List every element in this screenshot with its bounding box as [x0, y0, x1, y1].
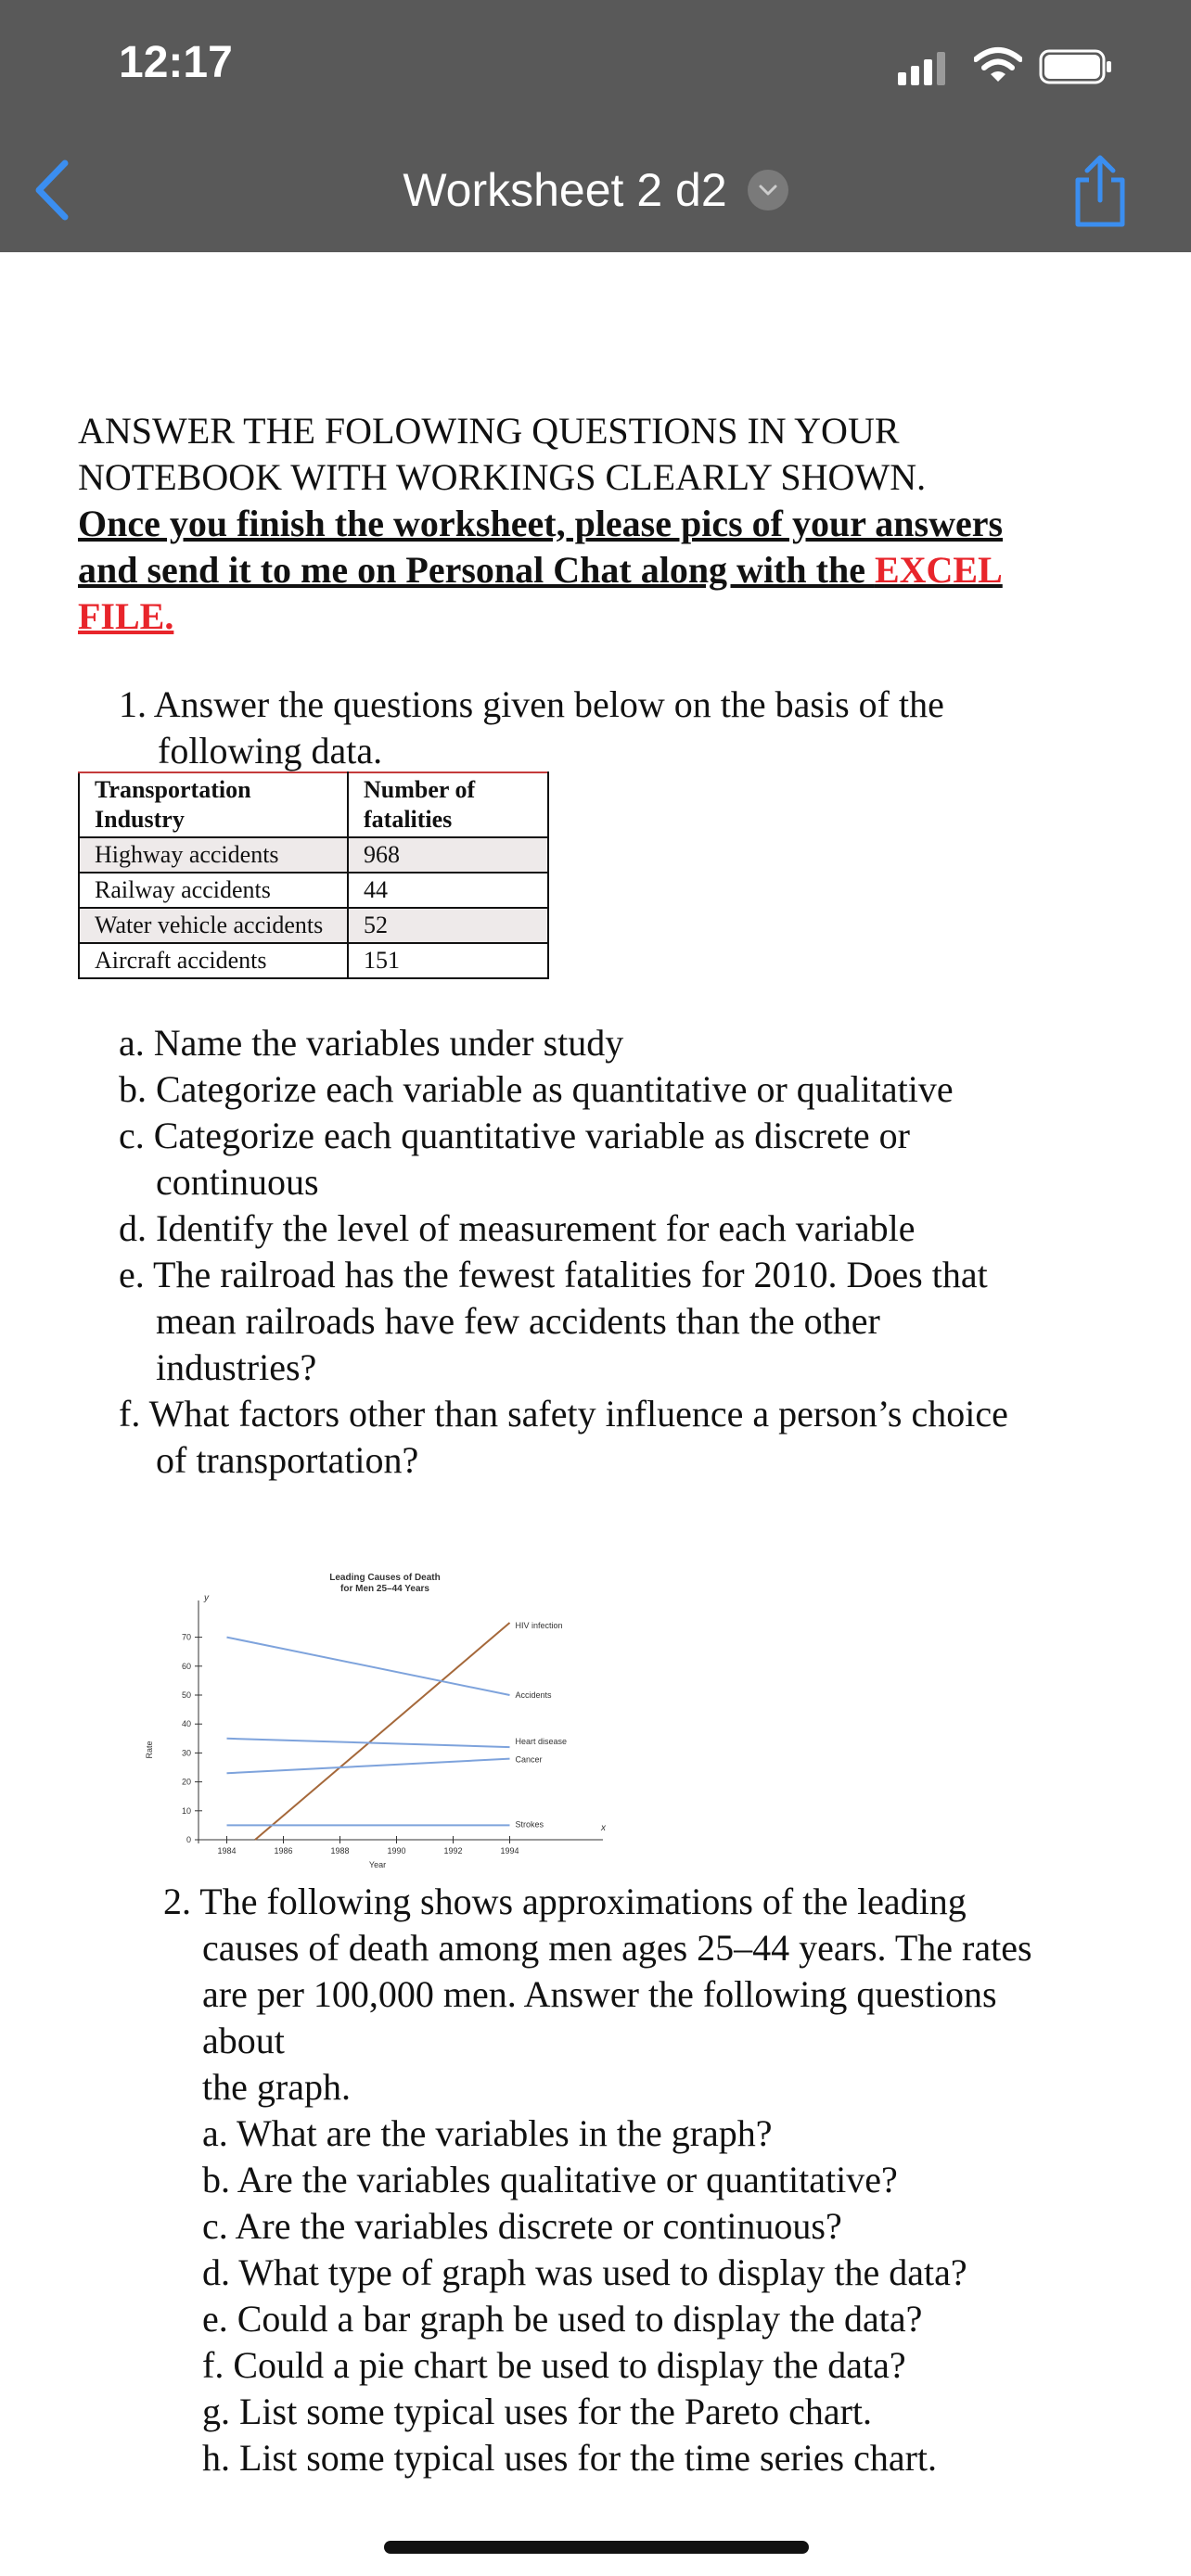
question-part: continuous: [156, 1161, 319, 1203]
question-part: e. The railroad has the fewest fatalities for 2010. Does that: [119, 1254, 988, 1295]
y-tick-label: 60: [181, 1661, 191, 1671]
x-tick-label: 1990: [387, 1846, 406, 1855]
y-tick-label: 10: [181, 1805, 191, 1816]
question-text: 1. Answer the questions given below on the basis of the: [119, 683, 944, 725]
y-axis-label: Rate: [145, 1741, 154, 1759]
table-cell: 52: [348, 908, 548, 943]
series-label: Cancer: [515, 1754, 543, 1765]
series-label: Accidents: [515, 1690, 552, 1700]
table-row: [79, 837, 548, 873]
series-line: [227, 1759, 510, 1774]
y-tick-label: 30: [181, 1748, 191, 1758]
question-part: mean railroads have few accidents than the other: [156, 1300, 880, 1342]
share-icon[interactable]: [1070, 154, 1130, 228]
x-tick-label: 1984: [217, 1846, 237, 1855]
question-text: causes of death among men ages 25–44 years. The rates: [202, 1927, 1032, 1969]
table-cell: Highway accidents: [79, 837, 348, 873]
question-part: e. Could a bar graph be used to display the data?: [202, 2298, 923, 2340]
table-cell: 151: [348, 943, 548, 978]
question-part: g. List some typical uses for the Pareto chart.: [202, 2391, 873, 2432]
table-cell: 968: [348, 837, 548, 873]
table-header-row: [79, 772, 548, 837]
instruction-line: NOTEBOOK WITH WORKINGS CLEARLY SHOWN.: [78, 456, 927, 498]
series-line: [227, 1739, 510, 1747]
question-text: the graph.: [202, 2066, 351, 2108]
document-title: Worksheet 2 d2: [403, 164, 727, 216]
cellular-signal-icon: [898, 52, 946, 85]
home-indicator[interactable]: [384, 2541, 809, 2554]
y-tick-label: 40: [181, 1719, 191, 1729]
fatalities-table: [78, 772, 549, 979]
top-bar: [0, 0, 1191, 252]
question-part: a. Name the variables under study: [119, 1022, 624, 1064]
question-text: are per 100,000 men. Answer the following questions: [202, 1973, 997, 2015]
table-row: [79, 943, 548, 978]
chart-title: for Men 25–44 Years: [340, 1584, 429, 1594]
chart-title: Leading Causes of Death: [329, 1573, 441, 1583]
question-text: about: [202, 2020, 285, 2061]
question-part: industries?: [156, 1346, 317, 1388]
instruction-line: ANSWER THE FOLOWING QUESTIONS IN YOUR: [78, 410, 900, 452]
question-part: of transportation?: [156, 1439, 419, 1481]
y-axis-letter: y: [204, 1593, 209, 1603]
table-cell: Water vehicle accidents: [79, 908, 348, 943]
question-part: b. Are the variables qualitative or quantitative?: [202, 2159, 898, 2200]
submission-note: Once you finish the worksheet, please pics of your answers: [78, 503, 1004, 544]
question-part: f. Could a pie chart be used to display the data?: [202, 2344, 906, 2386]
series-label: Strokes: [515, 1819, 544, 1830]
y-tick-label: 70: [181, 1632, 191, 1642]
question-1-parts: [78, 1020, 1135, 1484]
y-tick-label: 50: [181, 1690, 191, 1700]
x-axis-letter: x: [601, 1823, 606, 1833]
table-header-cell: Transportation Industry: [79, 772, 348, 837]
table-cell: 44: [348, 873, 548, 908]
series-line: [255, 1623, 510, 1840]
causes-of-death-chart: [139, 1567, 640, 1882]
series-label: Heart disease: [515, 1737, 568, 1747]
table-row: [79, 908, 548, 943]
battery-icon: [1039, 48, 1113, 85]
title-dropdown-button[interactable]: [748, 170, 788, 210]
question-part: f. What factors other than safety influence a person’s choice: [119, 1393, 1008, 1435]
y-tick-label: 0: [186, 1835, 191, 1844]
y-tick-label: 20: [181, 1777, 191, 1787]
question-part: c. Are the variables discrete or continuous?: [202, 2205, 842, 2247]
table-cell: Railway accidents: [79, 873, 348, 908]
x-tick-label: 1992: [443, 1846, 463, 1855]
question-2: [78, 1879, 1135, 2481]
x-tick-label: 1988: [330, 1846, 350, 1855]
question-part: c. Categorize each quantitative variable as discrete or: [119, 1115, 910, 1156]
nav-title[interactable]: [0, 163, 1191, 217]
question-1-heading: [78, 682, 1117, 774]
x-axis-label: Year: [368, 1860, 387, 1869]
status-time: 12:17: [119, 38, 233, 87]
x-tick-label: 1994: [500, 1846, 519, 1855]
wifi-icon: [974, 46, 1022, 83]
excel-highlight: EXCEL: [874, 549, 1003, 591]
file-highlight: FILE.: [78, 595, 174, 637]
question-text: 2. The following shows approximations of the leading: [163, 1881, 967, 1922]
series-label: HIV infection: [515, 1621, 563, 1630]
submission-note: and send it to me on Personal Chat along with the EXCEL: [78, 549, 1003, 591]
chevron-down-icon: [758, 184, 778, 197]
question-part: d. What type of graph was used to display the data?: [202, 2251, 967, 2293]
x-tick-label: 1986: [274, 1846, 293, 1855]
series-line: [227, 1638, 510, 1695]
table-header-cell: Number of fatalities: [348, 772, 548, 837]
table-row: [79, 873, 548, 908]
question-part: a. What are the variables in the graph?: [202, 2112, 773, 2154]
question-part: h. List some typical uses for the time series chart.: [202, 2437, 938, 2479]
table-cell: Aircraft accidents: [79, 943, 348, 978]
question-part: b. Categorize each variable as quantitative or qualitative: [119, 1068, 954, 1110]
question-part: d. Identify the level of measurement for each variable: [119, 1207, 916, 1249]
question-text: following data.: [158, 730, 383, 772]
instructions-block: [78, 408, 1117, 640]
